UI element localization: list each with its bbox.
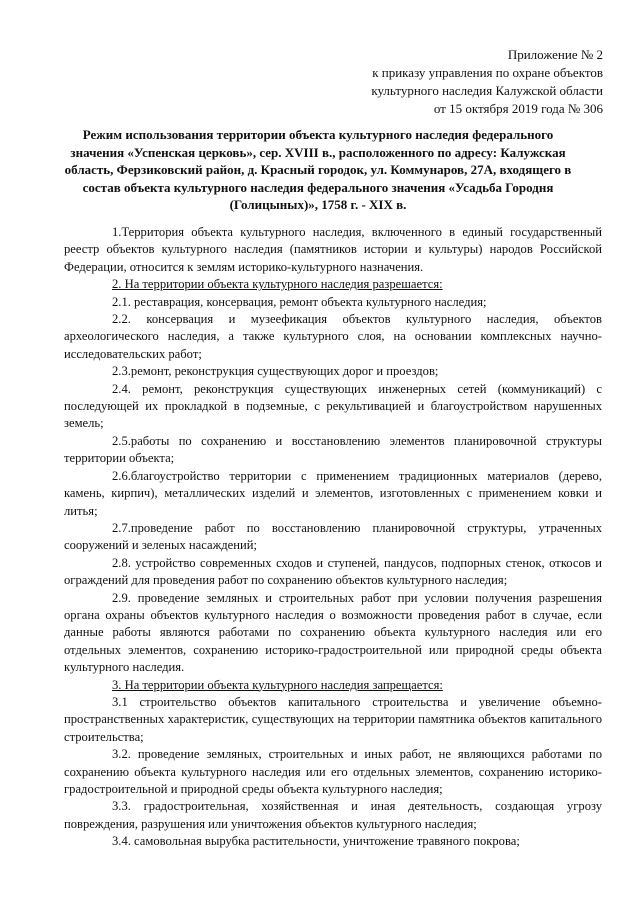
paragraph-2-5: 2.5.работы по сохранению и восстановлению элементов планировочной структуры территории объекта; bbox=[64, 433, 602, 466]
paragraph-2-4: 2.4. ремонт, реконструкция существующих инженерных сетей (коммуникаций) с последующей их прокладкой в подземные, с рекультивацией и благоустройством нарушенных земель; bbox=[64, 381, 602, 431]
annex-order-ref: к приказу управления по охране объектов bbox=[372, 65, 603, 80]
document-title: Режим использования территории объекта культурного наследия федерального значения «Успенская церковь», сер. XVIII в., расположенного по адресу: Калужская область, Ферзиковский район, д. Красный городок, ул. Коммунаров, 27А, входящего в состав объекта культурного наследия федерального значения «Усадьба Городня (Голицыных)», 1758 г. - XIX в. bbox=[64, 127, 572, 212]
paragraph-3-4: 3.4. самовольная вырубка растительности, уничтожение травяного покрова; bbox=[112, 834, 520, 849]
annex-number: Приложение № 2 bbox=[507, 47, 603, 62]
paragraph-3-1: 3.1 строительство объектов капитального строительства и увеличение объемно-пространственных характеристик, существующих на территории памятника объектов капитального строительства; bbox=[64, 694, 602, 744]
annex-header bbox=[303, 46, 603, 118]
paragraph-2-7: 2.7.проведение работ по восстановлению планировочной структуры, утраченных сооружений и зеленых насаждений; bbox=[64, 520, 602, 553]
annex-date: от 15 октября 2019 года № 306 bbox=[433, 101, 603, 116]
paragraph-2-9: 2.9. проведение земляных и строительных работ при условии получения разрешения органа охраны объектов культурного наследия о возможности проведения работ в случае, если данные работы являются работами по сохранению объекта культурного наследия или его отдельных элементов, сохранению историко-градостроительной или природной среды объекта культурного наследия. bbox=[64, 590, 602, 675]
paragraph-2-3: 2.3.ремонт, реконструкция существующих дорог и проездов; bbox=[112, 364, 439, 379]
paragraph-1: 1.Территория объекта культурного наследия, включенного в единый государственный реестр объектов культурного наследия (памятников истории и культуры) народов Российской Федерации, относится к землям историко-культурного назначения. bbox=[64, 225, 602, 274]
annex-agency: культурного наследия Калужской области bbox=[371, 83, 603, 98]
paragraph-2-8: 2.8. устройство современных сходов и ступеней, пандусов, подпорных стенок, откосов и ограждений для проведения работ по сохранению объектов культурного наследия; bbox=[64, 555, 602, 588]
document-body bbox=[64, 224, 602, 851]
section-3-heading: 3. На территории объекта культурного наследия запрещается: bbox=[112, 677, 443, 692]
paragraph-3-2: 3.2. проведение земляных, строительных и иных работ, не являющихся работами по сохранению объекта культурного наследия или его отдельных элементов, сохранению историко-градостроительной и природной среды объекта культурного наследия; bbox=[64, 747, 602, 796]
paragraph-2-2: 2.2. консервация и музеефикация объектов культурного наследия, объектов археологического наследия, а также культурного слоя, на основании комплексных научно-исследовательских работ; bbox=[64, 312, 602, 361]
paragraph-3-3: 3.3. градостроительная, хозяйственная и иная деятельность, создающая угрозу повреждения, разрушения или уничтожения объектов культурного наследия; bbox=[64, 799, 602, 831]
section-2-heading: 2. На территории объекта культурного наследия разрешается: bbox=[112, 277, 443, 292]
paragraph-2-6: 2.6.благоустройство территории с применением традиционных материалов (дерево, камень, кирпич), металлических изделий и элементов, изготовленных с применением ковки и литья; bbox=[64, 468, 602, 518]
paragraph-2-1: 2.1. реставрация, консервация, ремонт объекта культурного наследия; bbox=[112, 294, 487, 309]
